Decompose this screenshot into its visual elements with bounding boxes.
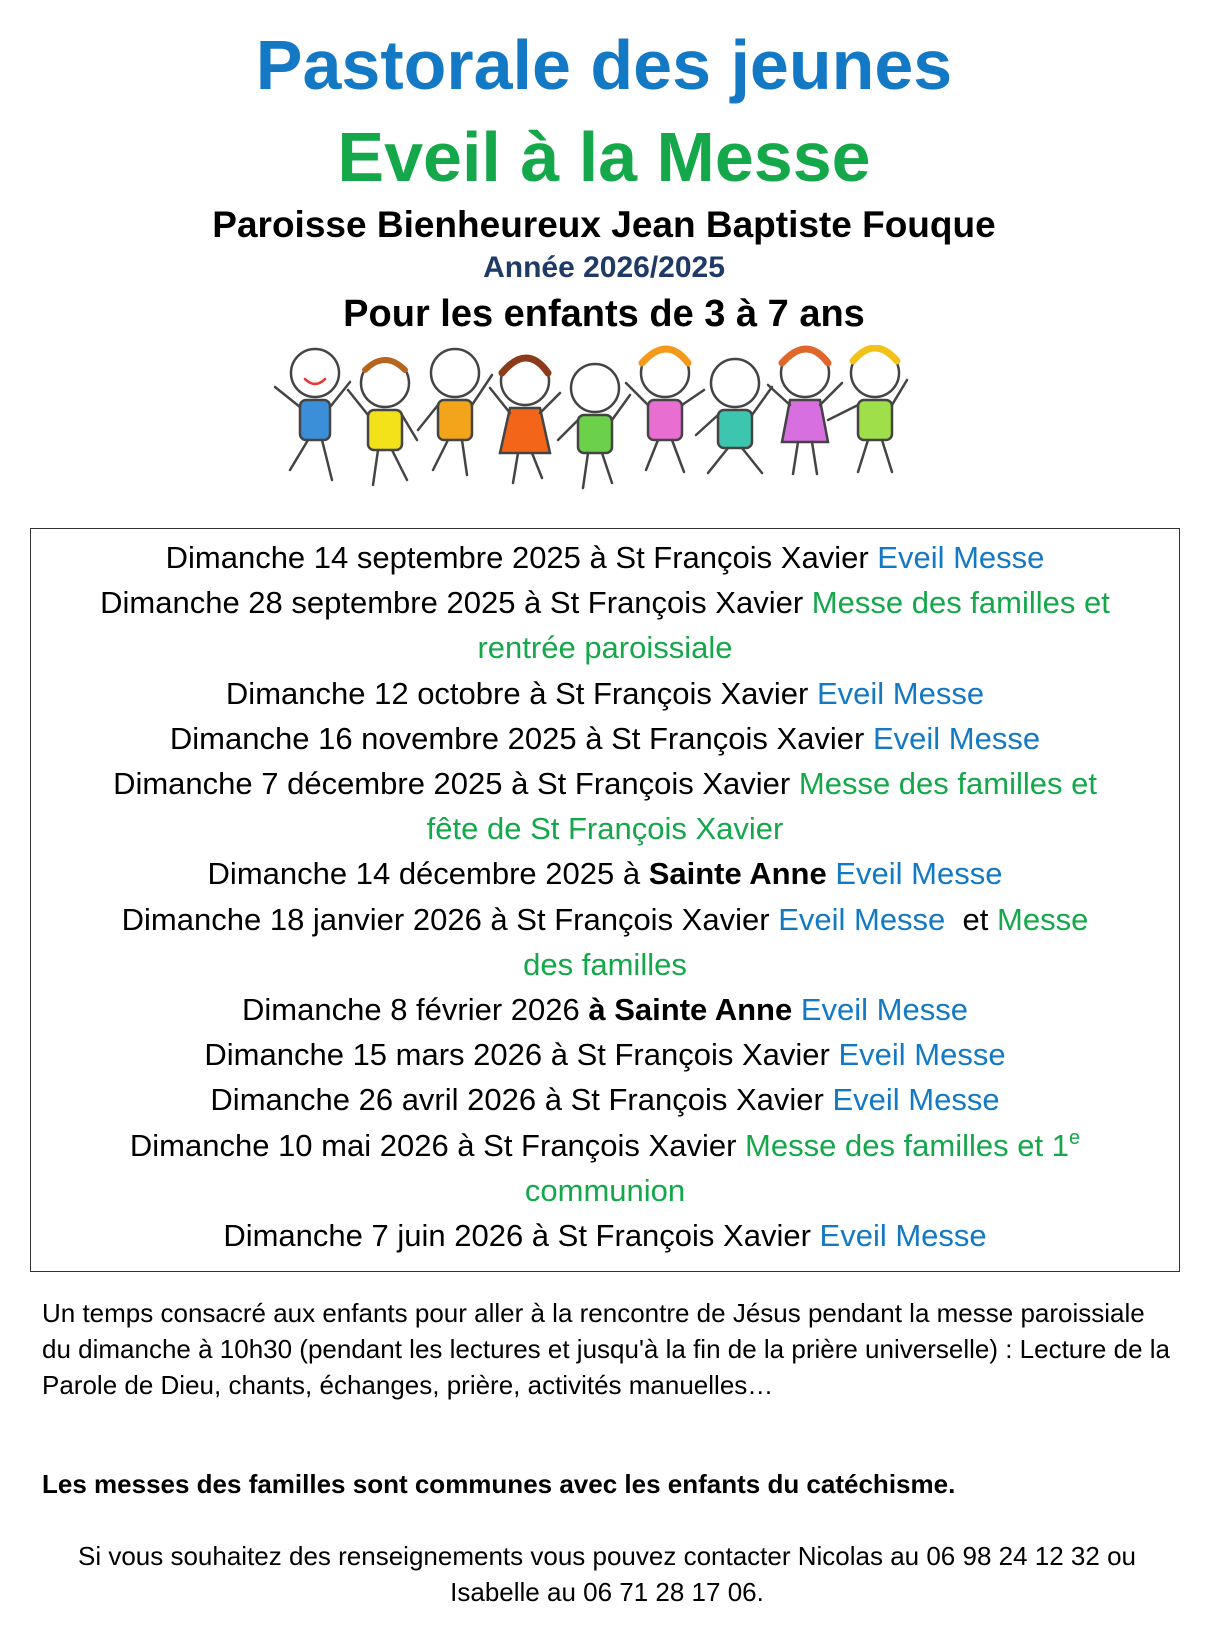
child-figure <box>828 348 907 472</box>
age-range: Pour les enfants de 3 à 7 ans <box>343 293 865 335</box>
child-figure <box>768 349 842 474</box>
parish-name: Paroisse Bienheureux Jean Baptiste Fouque <box>212 204 996 245</box>
child-figure <box>626 349 704 472</box>
child-figure <box>490 357 560 483</box>
child-figure <box>348 359 417 485</box>
schedule-entry: Dimanche 14 décembre 2025 à Sainte Anne Eveil Messe <box>207 856 1003 892</box>
dancing-children-illustration <box>250 345 960 495</box>
contact-info: Si vous souhaitez des renseignements vous pouvez contacter Nicolas au 06 98 24 12 32 ou Isabelle au 06 71 28 17 06. <box>77 1541 1136 1607</box>
family-mass-note: Les messes des familles sont communes avec les enfants du catéchisme. <box>42 1469 956 1499</box>
schedule-entry: Dimanche 10 mai 2026 à St François Xavier Messe des familles et 1e communion <box>129 1126 1081 1208</box>
schedule-entry: Dimanche 15 mars 2026 à St François Xavier Eveil Messe <box>204 1037 1006 1073</box>
schedule-entry: Dimanche 12 octobre à St François Xavier Eveil Messe <box>225 675 985 711</box>
child-figure <box>696 359 772 473</box>
schedule-entry: Dimanche 26 avril 2026 à St François Xavier Eveil Messe <box>210 1082 1000 1118</box>
school-year: Année 2026/2025 <box>483 251 725 284</box>
schedule-box <box>30 528 1180 1272</box>
schedule-entry: Dimanche 18 janvier 2026 à St François Xavier Eveil Messe et Messe des familles <box>121 901 1089 982</box>
child-figure <box>418 349 492 475</box>
schedule-entry: Dimanche 8 février 2026 à Sainte Anne Eveil Messe <box>242 992 968 1028</box>
schedule-entry: Dimanche 14 septembre 2025 à St François Xavier Eveil Messe <box>165 540 1045 575</box>
schedule-entry: Dimanche 16 novembre 2025 à St François Xavier Eveil Messe <box>169 720 1041 756</box>
child-figure <box>558 364 630 488</box>
page-subtitle: Eveil à la Messe <box>337 118 871 196</box>
schedule-entry: Dimanche 28 septembre 2025 à St François Xavier Messe des familles et rentrée paroissiale <box>100 585 1110 666</box>
schedule-entry: Dimanche 7 juin 2026 à St François Xavier Eveil Messe <box>223 1218 987 1254</box>
description-paragraph: Un temps consacré aux enfants pour aller à la rencontre de Jésus pendant la messe paroissiale du dimanche à 10h30 (pendant les lectures et jusqu'à la fin de la prière universelle) : Lecture de la Parole de Dieu, chants, échanges, prière, activités manuelles… <box>42 1298 1170 1400</box>
page-title: Pastorale des jeunes <box>255 26 953 104</box>
schedule-entry: Dimanche 7 décembre 2025 à St François Xavier Messe des familles et fête de St François Xavier <box>113 766 1097 847</box>
child-figure <box>275 349 350 480</box>
